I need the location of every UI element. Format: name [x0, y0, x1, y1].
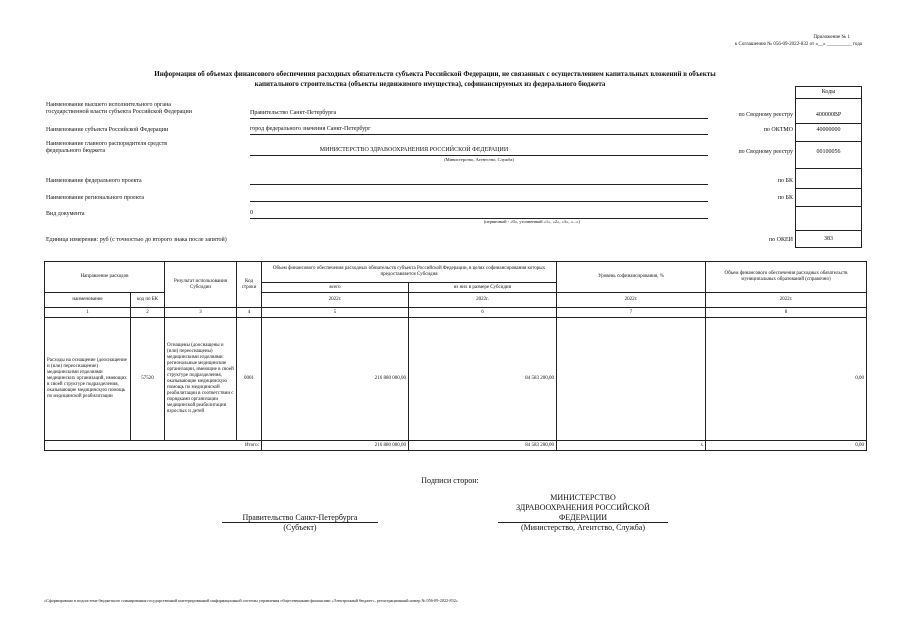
itogo-label: Итого: — [45, 441, 262, 451]
field-regional-project-value — [250, 193, 708, 202]
th-level: Уровень софинансирования, % — [557, 262, 706, 293]
th-result: Результат использования Субсидии — [165, 262, 237, 308]
field-subject-code-label: по ОКТМО — [763, 127, 793, 133]
field-gr-sub: (Министерство, Агентство, Служба) — [444, 157, 514, 162]
th-subsidy: из них в размере Субсидии — [409, 283, 557, 293]
field-gr-label-line1: Наименование главного распорядителя средств — [46, 141, 168, 147]
th-volume: Объем финансового обеспечения расходных обязательств субъекта Российской Федерации, в целях софинансирования которых предоставляется Субсидия — [262, 262, 557, 283]
col-num-4: 4 — [237, 308, 262, 318]
th-name: наименование — [45, 293, 131, 308]
field-executive-label — [46, 102, 246, 116]
financing-table — [44, 261, 867, 451]
itogo-level: x — [557, 441, 706, 451]
field-doc-type-value: 0 — [250, 210, 708, 219]
field-gr-label — [46, 141, 246, 155]
agreement-label: к Соглашению № 056-09-2022-832 от «__» __________ года — [734, 42, 862, 47]
field-subject-label: Наименование субъекта Российской Федерации — [46, 127, 169, 133]
codes-divider — [795, 141, 862, 142]
th-code: Код строки — [237, 262, 262, 308]
svod-code-2: 00100056 — [816, 149, 841, 155]
appendix-label: Приложение № 1 — [813, 35, 850, 40]
signature-ministry-line3: ФЕДЕРАЦИИ — [498, 513, 668, 523]
field-doc-type-label: Вид документа — [46, 211, 85, 217]
signature-ministry-line1: МИНИСТЕРСТВО — [550, 493, 616, 502]
row-level — [557, 318, 706, 441]
svod-code-1: 400000ВР — [815, 112, 842, 118]
signature-subject-sub: (Субъект) — [283, 523, 317, 532]
col-num-2: 2 — [131, 308, 165, 318]
codes-header: Коды — [795, 86, 862, 99]
codes-column — [795, 99, 862, 248]
itogo-total: 216 880 000,00 — [262, 441, 409, 451]
oktmo-code: 40000000 — [816, 127, 841, 133]
field-executive-label-line2: государственной власти субъекта Российской Федерации — [46, 109, 192, 115]
field-federal-project-code-label: по БК — [777, 178, 793, 184]
th-bk: код по БК — [131, 293, 165, 308]
okei-label: по ОКЕИ — [768, 237, 793, 243]
row-code: 0001 — [237, 318, 262, 441]
field-subject-value: город федерального значения Санкт-Петербург — [250, 126, 708, 135]
th-year-8: 2022г. — [706, 293, 867, 308]
col-num-6: 6 — [409, 308, 557, 318]
footer-note: «Сформировано в подсистеме бюджетного планирования государственной интегрированной информационной системы управления общественными финансами «Электронный бюджет», регистрационный номер № 056-09-2022-832» — [44, 598, 458, 603]
unit-label: Единица измерения: руб (с точностью до второго знака после запятой) — [46, 237, 227, 243]
codes-divider — [795, 206, 862, 207]
signature-ministry-line2: ЗДРАВООХРАНЕНИЯ РОССИЙСКОЙ — [516, 503, 650, 512]
signatures-heading: Подписи сторон: — [421, 476, 479, 485]
col-num-8: 8 — [706, 308, 867, 318]
col-num-5: 5 — [262, 308, 409, 318]
itogo-subsidy: 84 583 200,00 — [409, 441, 557, 451]
row-total: 216 880 000,00 — [262, 318, 409, 441]
itogo-municipal: 0,00 — [706, 441, 867, 451]
document-title-line2: капитального строительства (объекты недвижимого имущества), софинансируемых из федерального бюджета — [254, 80, 606, 88]
signature-ministry-sub: (Министерство, Агентство, Служба) — [520, 523, 646, 532]
th-year-6: 2022г. — [409, 293, 557, 308]
row-result: Оснащены (дооснащены и (или) переоснащены) медицинскими изделиями региональные медицинские организации, имеющие в своей структуре подразделения, оказывающие медицинскую помощь по медицинской реабилитации в соответствии с порядками организации медицинской реабилитации взрослых и детей — [165, 318, 237, 441]
codes-divider — [795, 168, 862, 169]
field-regional-project-label: Наименование регионального проекта — [46, 195, 145, 201]
field-gr-value-text: МИНИСТЕРСТВО ЗДРАВООХРАНЕНИЯ РОССИЙСКОЙ ФЕДЕРАЦИИ — [319, 147, 509, 153]
row-municipal: 0,00 — [706, 318, 867, 441]
th-municipal: Объем финансового обеспечения расходных обязательств муниципальных образований (справочно) — [706, 262, 867, 293]
row-bk: 57520 — [131, 318, 165, 441]
field-regional-project-code-label: по БК — [777, 195, 793, 201]
codes-divider — [795, 188, 862, 189]
okei-code: 383 — [824, 236, 833, 242]
field-executive-code-label: по Сводному реестру — [738, 112, 793, 118]
field-gr-value — [250, 147, 708, 156]
row-name: Расходы на оснащение (дооснащение и (или) переоснащение) медицинскими изделиями медицинских организаций, имеющих в своей структуре подразделения, оказывающие медицинскую помощь по медицинской реабилитации — [45, 318, 131, 441]
field-doc-type-sub: (первичный - «0», уточненный «1», «2», «3», «...») — [483, 219, 580, 224]
col-num-3: 3 — [165, 308, 237, 318]
row-subsidy: 84 583 200,00 — [409, 318, 557, 441]
field-federal-project-label: Наименование федерального проекта — [46, 178, 142, 184]
codes-divider — [795, 123, 862, 124]
field-gr-code-label: по Сводному реестру — [738, 149, 793, 155]
th-year-7: 2022г. — [557, 293, 706, 308]
th-total: всего — [262, 283, 409, 293]
th-direction: Направление расходов — [45, 262, 165, 293]
signature-subject-name: Правительство Санкт-Петербурга — [222, 513, 378, 523]
col-num-7: 7 — [557, 308, 706, 318]
table-total-row — [45, 441, 867, 451]
table-row — [45, 318, 867, 441]
col-num-1: 1 — [45, 308, 131, 318]
document-title-line1: Информация об объемах финансового обеспечения расходных обязательств субъекта Российской Федерации, не связанных с осуществлением капитальных вложений в объекты — [154, 70, 716, 78]
field-executive-label-line1: Наименование высшего исполнительного органа — [46, 102, 171, 108]
field-federal-project-value — [250, 176, 708, 185]
field-gr-label-line2: федерального бюджета — [46, 148, 106, 154]
th-year-5: 2022г. — [262, 293, 409, 308]
field-executive-value: Правительство Санкт-Петербурга — [250, 110, 708, 119]
codes-divider — [795, 230, 862, 231]
